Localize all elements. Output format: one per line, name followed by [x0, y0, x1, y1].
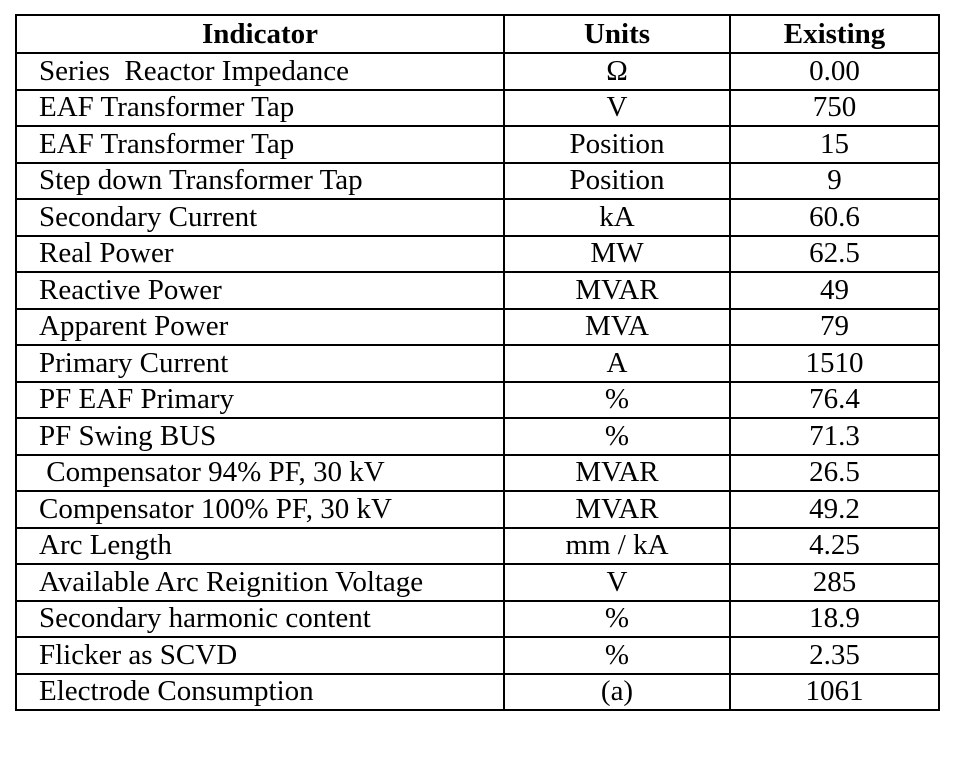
- header-indicator: Indicator: [16, 15, 504, 53]
- table-row: [16, 309, 939, 346]
- existing-value-cell: 18.9: [730, 601, 939, 638]
- indicator-cell: Step down Transformer Tap: [16, 163, 504, 200]
- existing-value-cell: 62.5: [730, 236, 939, 273]
- units-cell: kA: [504, 199, 730, 236]
- units-cell: MVAR: [504, 272, 730, 309]
- table-row: [16, 53, 939, 90]
- existing-value-cell: 71.3: [730, 418, 939, 455]
- indicator-cell: Series Reactor Impedance: [16, 53, 504, 90]
- indicator-table: [15, 14, 940, 711]
- existing-value-cell: 1061: [730, 674, 939, 711]
- units-cell: (a): [504, 674, 730, 711]
- existing-value-cell: 750: [730, 90, 939, 127]
- units-cell: %: [504, 637, 730, 674]
- indicator-cell: PF Swing BUS: [16, 418, 504, 455]
- table-row: [16, 90, 939, 127]
- existing-value-cell: 49.2: [730, 491, 939, 528]
- units-cell: A: [504, 345, 730, 382]
- table-header: [16, 15, 939, 53]
- indicator-cell: Secondary Current: [16, 199, 504, 236]
- units-cell: %: [504, 601, 730, 638]
- existing-value-cell: 15: [730, 126, 939, 163]
- indicator-cell: Available Arc Reignition Voltage: [16, 564, 504, 601]
- units-cell: MW: [504, 236, 730, 273]
- indicator-cell: Real Power: [16, 236, 504, 273]
- units-cell: Ω: [504, 53, 730, 90]
- existing-value-cell: 4.25: [730, 528, 939, 565]
- indicator-cell: Electrode Consumption: [16, 674, 504, 711]
- table-row: [16, 491, 939, 528]
- units-cell: Position: [504, 163, 730, 200]
- units-cell: mm / kA: [504, 528, 730, 565]
- existing-value-cell: 49: [730, 272, 939, 309]
- units-cell: V: [504, 564, 730, 601]
- indicator-cell: Apparent Power: [16, 309, 504, 346]
- table-row: [16, 272, 939, 309]
- table-row: [16, 455, 939, 492]
- table-row: [16, 382, 939, 419]
- indicator-cell: Reactive Power: [16, 272, 504, 309]
- table-row: [16, 637, 939, 674]
- indicator-cell: EAF Transformer Tap: [16, 126, 504, 163]
- header-existing: Existing: [730, 15, 939, 53]
- units-cell: MVA: [504, 309, 730, 346]
- existing-value-cell: 0.00: [730, 53, 939, 90]
- existing-value-cell: 1510: [730, 345, 939, 382]
- indicator-cell: Flicker as SCVD: [16, 637, 504, 674]
- indicator-cell: Compensator 94% PF, 30 kV: [16, 455, 504, 492]
- units-cell: MVAR: [504, 455, 730, 492]
- units-cell: %: [504, 418, 730, 455]
- units-cell: V: [504, 90, 730, 127]
- existing-value-cell: 9: [730, 163, 939, 200]
- existing-value-cell: 60.6: [730, 199, 939, 236]
- indicator-cell: PF EAF Primary: [16, 382, 504, 419]
- header-units: Units: [504, 15, 730, 53]
- table-row: [16, 564, 939, 601]
- table-row: [16, 418, 939, 455]
- indicator-cell: Arc Length: [16, 528, 504, 565]
- indicator-cell: Primary Current: [16, 345, 504, 382]
- existing-value-cell: 79: [730, 309, 939, 346]
- table-row: [16, 528, 939, 565]
- table-row: [16, 674, 939, 711]
- table-body: [16, 53, 939, 710]
- table-row: [16, 126, 939, 163]
- existing-value-cell: 26.5: [730, 455, 939, 492]
- table-row: [16, 199, 939, 236]
- existing-value-cell: 285: [730, 564, 939, 601]
- existing-value-cell: 2.35: [730, 637, 939, 674]
- table-row: [16, 236, 939, 273]
- indicator-cell: Secondary harmonic content: [16, 601, 504, 638]
- existing-value-cell: 76.4: [730, 382, 939, 419]
- indicator-cell: EAF Transformer Tap: [16, 90, 504, 127]
- table-row: [16, 345, 939, 382]
- indicator-cell: Compensator 100% PF, 30 kV: [16, 491, 504, 528]
- header-row: [16, 15, 939, 53]
- units-cell: %: [504, 382, 730, 419]
- table-row: [16, 601, 939, 638]
- table-row: [16, 163, 939, 200]
- units-cell: MVAR: [504, 491, 730, 528]
- units-cell: Position: [504, 126, 730, 163]
